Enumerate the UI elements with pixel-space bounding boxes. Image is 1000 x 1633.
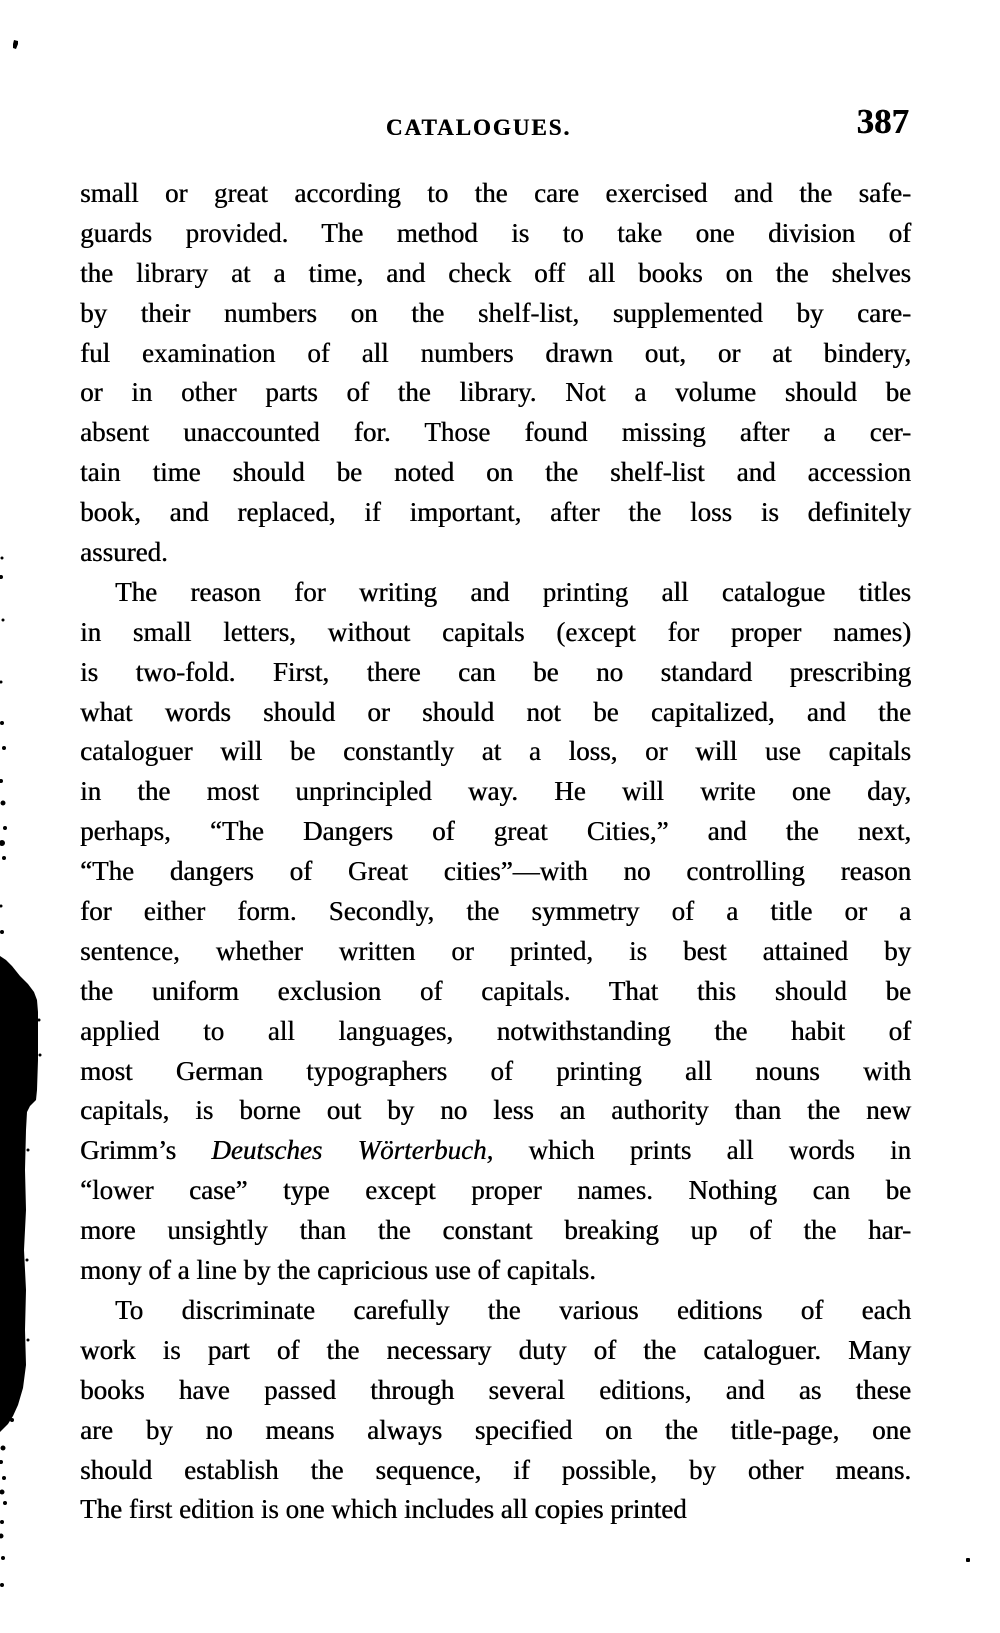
text-line: what words should or should not be capitalized, and the	[80, 696, 911, 727]
text-line: books have passed through several editions, and as these	[80, 1374, 911, 1405]
text-line: capitals, is borne out by no less an authority than the new	[80, 1095, 911, 1126]
text-line: small or great according to the care exercised and the safe-	[80, 178, 911, 208]
text-segment: Grimm’s	[80, 1135, 212, 1166]
text-line: absent unaccounted for. Those found missing after a cer-	[80, 417, 911, 448]
text-line: sentence, whether written or printed, is best attained by	[80, 935, 911, 966]
text-line: by their numbers on the shelf-list, supplemented by care-	[80, 297, 911, 328]
text-line: should establish the sequence, if possible, by other means.	[80, 1454, 911, 1485]
text-line: assured.	[80, 537, 168, 568]
text-line: To discriminate carefully the various editions of each	[115, 1294, 911, 1325]
speck-icon	[966, 1558, 970, 1562]
text-line: in the most unprincipled way. He will write one day,	[80, 776, 911, 807]
text-line: book, and replaced, if important, after the loss is definitely	[80, 497, 911, 528]
text-line: more unsightly than the constant breaking up of the har-	[80, 1215, 911, 1246]
text-line: the library at a time, and check off all books on the shelves	[80, 257, 911, 288]
text-line: for either form. Secondly, the symmetry of a title or a	[80, 896, 911, 927]
text-line: guards provided. The method is to take one division of	[80, 217, 911, 248]
text-line: work is part of the necessary duty of the cataloguer. Many	[80, 1334, 911, 1365]
text-line: “lower case” type except proper names. Nothing can be	[80, 1175, 911, 1206]
page-number: 387	[856, 102, 909, 141]
blob-fringe	[10, 1019, 42, 1423]
text-line: is two-fold. First, there can be no standard prescribing	[80, 656, 911, 687]
speckles	[0, 557, 7, 1588]
text-line: or in other parts of the library. Not a volume should be	[80, 377, 911, 408]
book-title-italic: Deutsches Wörterbuch,	[211, 1135, 494, 1166]
page-header	[80, 103, 911, 145]
text-line: applied to all languages, notwithstanding the habit of	[80, 1015, 911, 1046]
text-segment: which prints all words in	[493, 1135, 911, 1166]
left-edge-ink-blot	[0, 0, 60, 1633]
text-line	[80, 1131, 911, 1171]
text-line: “The dangers of Great cities”—with no controlling reason	[80, 856, 911, 887]
speck-icon	[13, 40, 18, 49]
text-line: tain time should be noted on the shelf-list and accession	[80, 457, 911, 488]
text-line: The reason for writing and printing all catalogue titles	[115, 576, 911, 607]
text-line: most German typographers of printing all nouns with	[80, 1055, 911, 1086]
text-block	[80, 174, 911, 1530]
ink-blob	[0, 956, 38, 1432]
text-line: the uniform exclusion of capitals. That this should be	[80, 975, 911, 1006]
text-line: The first edition is one which includes all copies printed	[80, 1494, 687, 1525]
text-line: are by no means always specified on the title-page, one	[80, 1414, 911, 1445]
text-line: in small letters, without capitals (except for proper names)	[80, 616, 911, 647]
text-line: perhaps, “The Dangers of great Cities,” and the next,	[80, 816, 911, 847]
running-title: CATALOGUES.	[385, 115, 572, 140]
text-line: mony of a line by the capricious use of capitals.	[80, 1255, 596, 1286]
text-line: ful examination of all numbers drawn out, or at bindery,	[80, 337, 911, 368]
text-line: cataloguer will be constantly at a loss, or will use capitals	[80, 736, 911, 767]
